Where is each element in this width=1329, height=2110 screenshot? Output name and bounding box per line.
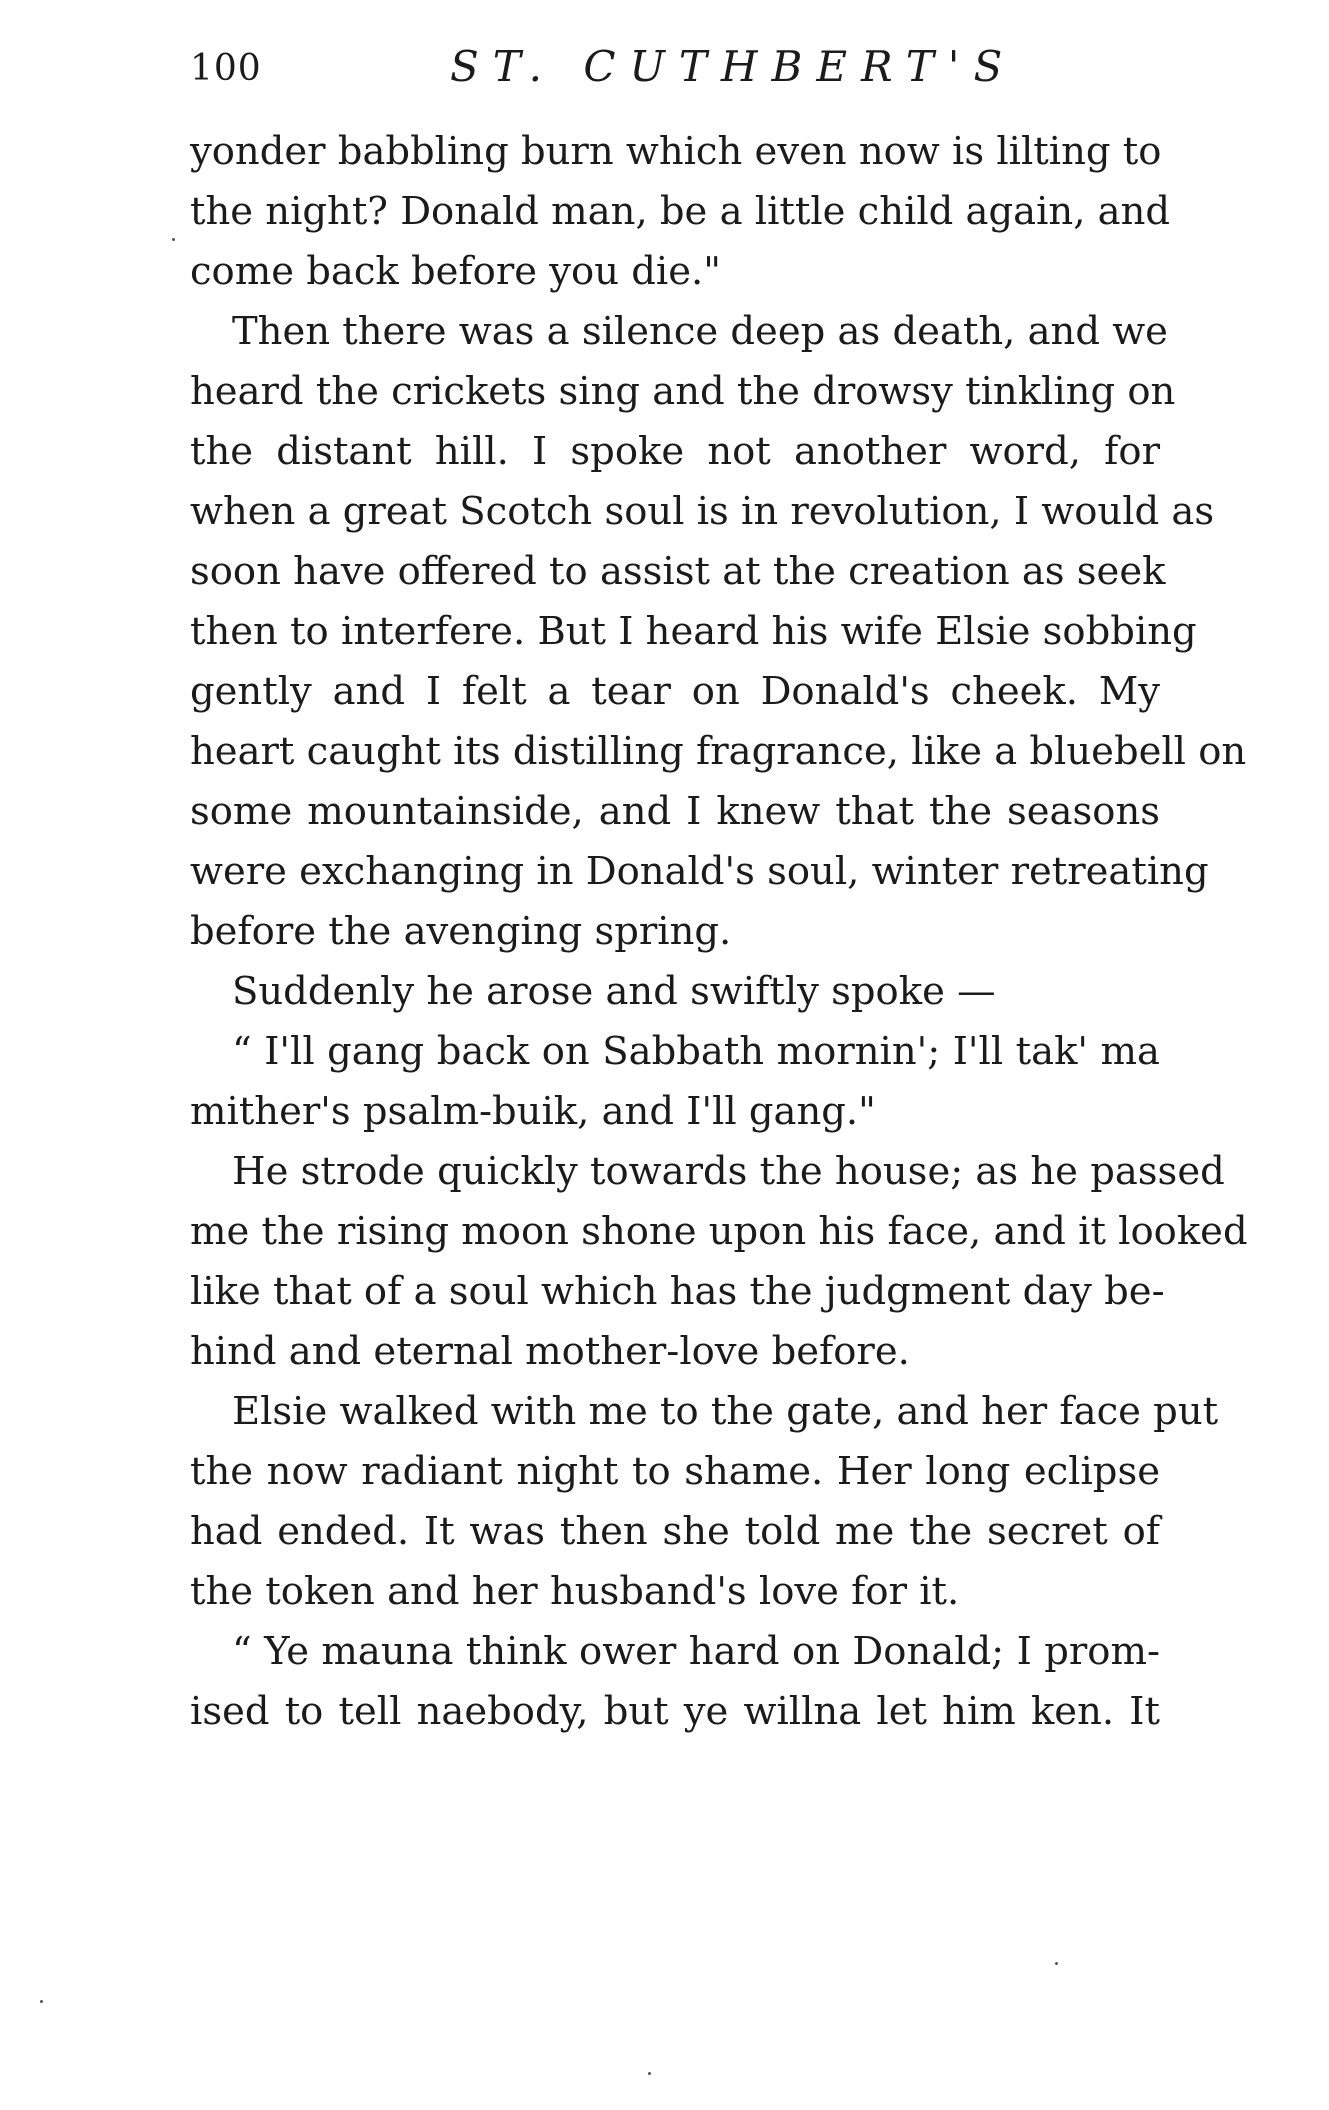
text-line: Then there was a silence deep as death, and we — [232, 309, 1168, 354]
text-line: “ Ye mauna think ower hard on Donald; I prom- — [232, 1629, 1160, 1674]
text-line: like that of a soul which has the judgment day be- — [190, 1269, 1165, 1314]
text-line: the token and her husband's love for it. — [190, 1569, 960, 1614]
paper-speck — [648, 2072, 651, 2075]
text-line: He strode quickly towards the house; as he passed — [232, 1149, 1225, 1194]
text-line: heart caught its distilling fragrance, like a bluebell on — [190, 729, 1247, 774]
running-header — [190, 42, 1160, 102]
text-line: Suddenly he arose and swiftly spoke — — [232, 969, 996, 1014]
text-line: had ended. It was then she told me the secret of — [190, 1509, 1160, 1554]
text-line: hind and eternal mother-love before. — [190, 1329, 910, 1374]
text-line: were exchanging in Donald's soul, winter retreating — [190, 849, 1209, 894]
page-number: 100 — [190, 48, 262, 89]
text-line: come back before you die." — [190, 249, 721, 294]
text-line: soon have offered to assist at the creation as seek — [190, 549, 1166, 594]
text-line: gently and I felt a tear on Donald's cheek. My — [190, 669, 1160, 714]
body-text — [190, 122, 1248, 1742]
text-line: then to interfere. But I heard his wife Elsie sobbing — [190, 609, 1197, 654]
text-line: yonder babbling burn which even now is lilting to — [190, 129, 1162, 174]
text-line: ised to tell naebody, but ye willna let him ken. It — [190, 1689, 1160, 1734]
text-line: the night? Donald man, be a little child again, and — [190, 189, 1171, 234]
text-line: me the rising moon shone upon his face, and it looked — [190, 1209, 1248, 1254]
text-line: the distant hill. I spoke not another word, for — [190, 429, 1160, 474]
text-line: Elsie walked with me to the gate, and her face put — [232, 1389, 1219, 1434]
paper-speck — [1055, 1962, 1058, 1965]
text-line: before the avenging spring. — [190, 909, 732, 954]
text-line: when a great Scotch soul is in revolution, I would as — [190, 489, 1215, 534]
text-line: some mountainside, and I knew that the seasons — [190, 789, 1160, 834]
paper-speck — [172, 238, 175, 241]
text-line: “ I'll gang back on Sabbath mornin'; I'll tak' ma — [232, 1029, 1160, 1074]
text-line: the now radiant night to shame. Her long eclipse — [190, 1449, 1160, 1494]
paper-speck — [40, 2000, 43, 2003]
text-line: mither's psalm-buik, and I'll gang." — [190, 1089, 876, 1134]
running-title: ST. CUTHBERT'S — [450, 42, 1017, 91]
text-line: heard the crickets sing and the drowsy tinkling on — [190, 369, 1176, 414]
